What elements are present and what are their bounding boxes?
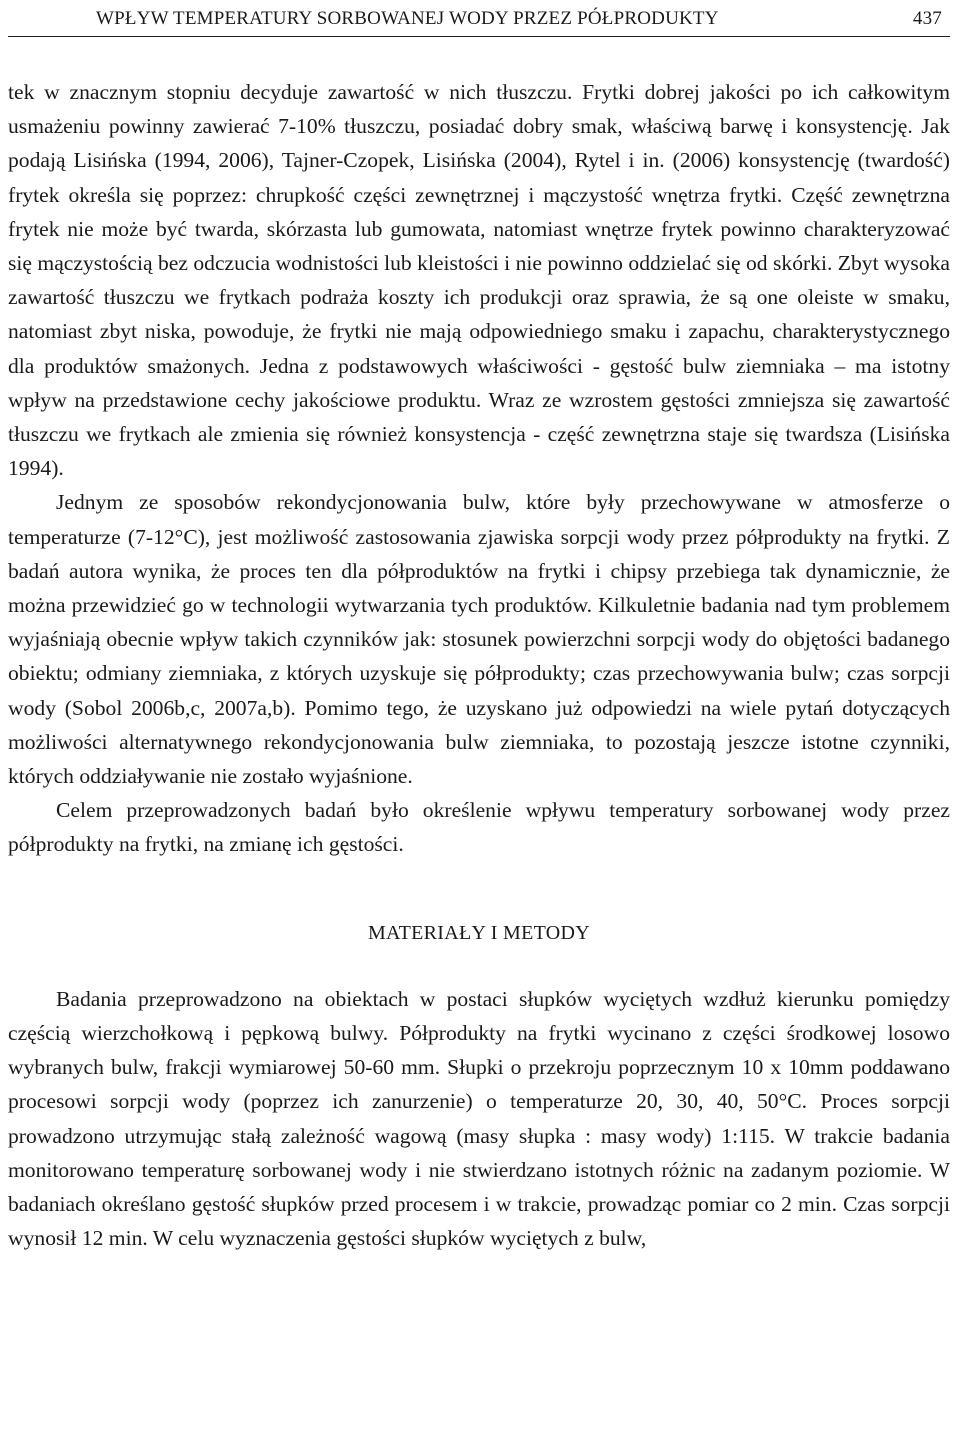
running-head-title: WPŁYW TEMPERATURY SORBOWANEJ WODY PRZEZ PÓŁPRODUKTY	[96, 8, 719, 29]
section-heading-materialy-i-metody: MATERIAŁY I METODY	[367, 921, 591, 944]
paragraph-continuation: tek w znacznym stopniu decyduje zawartość w nich tłuszczu. Frytki dobrej jakości po ich całkowitym usmażeniu powinny zawierać 7-10% tłuszczu, posiadać dobry smak, właściwą barwę i konsystencję. Jak podają Lisińska (1994, 2006), Tajner-Czopek, Lisińska (2004), Rytel i in. (2006) konsystencję (twardość) frytek określa się poprzez: chrupkość części zewnętrznej i mączystość wnętrza frytki. Część zewnętrzna frytek nie może być twarda, skórzasta lub gumowata, natomiast wnętrze frytek powinno charakteryzować się mączystością bez odczucia wodnistości lub kleistości i nie powinno oddzielać się od skórki. Zbyt wysoka zawartość tłuszczu we frytkach podraża koszty ich produkcji oraz sprawia, że są one oleiste w smaku, natomiast zbyt niska, powoduje, że frytki nie mają odpowiedniego smaku i zapachu, charakterystycznego dla produktów smażonych. Jedna z podstawowych właściwości - gęstość bulw ziemniaka – ma istotny wpływ na przedstawione cechy jakościowe produktu. Wraz ze wzrostem gęstości zmniejsza się zawartość tłuszczu we frytkach ale zmienia się również konsystencja - część zewnętrzna staje się twardsza (Lisińska 1994).	[8, 80, 950, 481]
paragraph-metody: Badania przeprowadzono na obiektach w postaci słupków wyciętych wzdłuż kierunku pomiędzy częścią wierzchołkową i pępkową bulwy. Półprodukty na frytki wycinano z części środkowej losowo wybranych bulw, frakcji wymiarowej 50-60 mm. Słupki o przekroju poprzecznym 10 x 10mm poddawano procesowi sorpcji wody (poprzez ich zanurzenie) o temperaturze 20, 30, 40, 50°C. Proces sorpcji prowadzono utrzymując stałą zależność wagową (masy słupka : masy wody) 1:115. W trakcie badania monitorowano temperaturę sorbowanej wody i nie stwierdzano istotnych różnic na zadanym poziomie. W badaniach określano gęstość słupków przed procesem i w trakcie, prowadząc pomiar co 2 min. Czas sorpcji wynosił 12 min. W celu wyznaczenia gęstości słupków wyciętych z bulw,	[8, 986, 950, 1251]
paragraph-rekondycjonowanie: Jednym ze sposobów rekondycjonowania bulw, które były przechowywane w atmosferze o temperaturze (7-12°C), jest możliwość zastosowania zjawiska sorpcji wody przez półprodukty na frytki. Z badań autora wynika, że proces ten dla półproduktów na frytki i chipsy przebiega tak dynamicznie, że można przewidzieć go w technologii wytwarzania tych produktów. Kilkuletnie badania nad tym problemem wyjaśniają obecnie wpływ takich czynników jak: stosunek powierzchni sorpcji wody do objętości badanego obiektu; odmiany ziemniaka, z których uzyskuje się półprodukty; czas przechowywania bulw; czas sorpcji wody (Sobol 2006b,c, 2007a,b). Pomimo tego, że uzyskano już odpowiedzi na wiele pytań dotyczących możliwości alternatywnego rekondycjonowania bulw ziemniaka, to pozostają jeszcze istotne czynniki, których oddziaływanie nie zostało wyjaśnione.	[8, 490, 950, 789]
body-text	[8, 75, 950, 1256]
paragraph-cel-badan: Celem przeprowadzonych badań było określenie wpływu temperatury sorbowanej wody przez półprodukty na frytki, na zmianę ich gęstości.	[8, 798, 950, 857]
page-number: 437	[912, 8, 942, 29]
running-head	[8, 0, 950, 37]
